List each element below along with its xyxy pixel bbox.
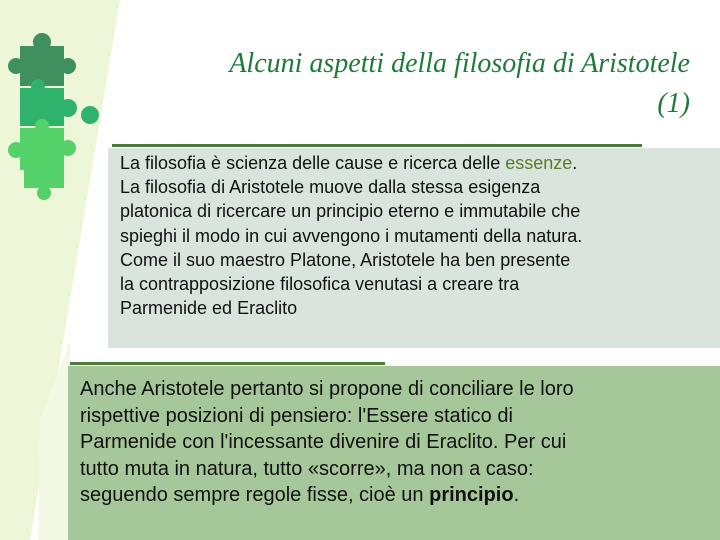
paragraph-line: platonica di ricercare un principio eterno e immutabile che xyxy=(120,201,581,222)
paragraph-line: Anche Aristotele pertanto si propone di conciliare le loro xyxy=(80,378,574,400)
paragraph-line: La filosofia di Aristotele muove dalla stessa esigenza xyxy=(120,177,541,198)
paragraph-line: Come il suo maestro Platone, Aristotele ha ben presente xyxy=(120,249,571,270)
paragraph-line: Parmenide con l'incessante divenire di Eraclito. Per cui xyxy=(80,431,567,453)
title-line: Alcuni aspetti della filosofia di Aristotele xyxy=(229,48,690,79)
paragraph-2 xyxy=(80,376,714,509)
paragraph-line: rispettive posizioni di pensiero: l'Essere statico di xyxy=(80,404,513,427)
paragraph-line: Parmenide ed Eraclito xyxy=(120,298,298,319)
paragraph-line: La filosofia è scienza delle cause e ricerca delle essenze. xyxy=(120,153,578,173)
highlight-word: essenze xyxy=(505,153,573,173)
divider xyxy=(112,144,642,147)
paragraph-line: seguendo sempre regole fisse, cioè un principio. xyxy=(80,484,520,506)
paragraph-1 xyxy=(120,151,716,320)
paragraph-line: spieghi il modo in cui avvengono i mutamenti della natura. xyxy=(120,225,583,246)
divider xyxy=(70,362,385,365)
slide-title xyxy=(130,44,690,124)
title-line: (1) xyxy=(657,88,690,119)
bold-word: principio xyxy=(429,484,514,506)
paragraph-line: tutto muta in natura, tutto «scorre», ma non a caso: xyxy=(80,457,534,480)
paragraph-line: la contrapposizione filosofica venutasi a creare tra xyxy=(120,274,520,295)
